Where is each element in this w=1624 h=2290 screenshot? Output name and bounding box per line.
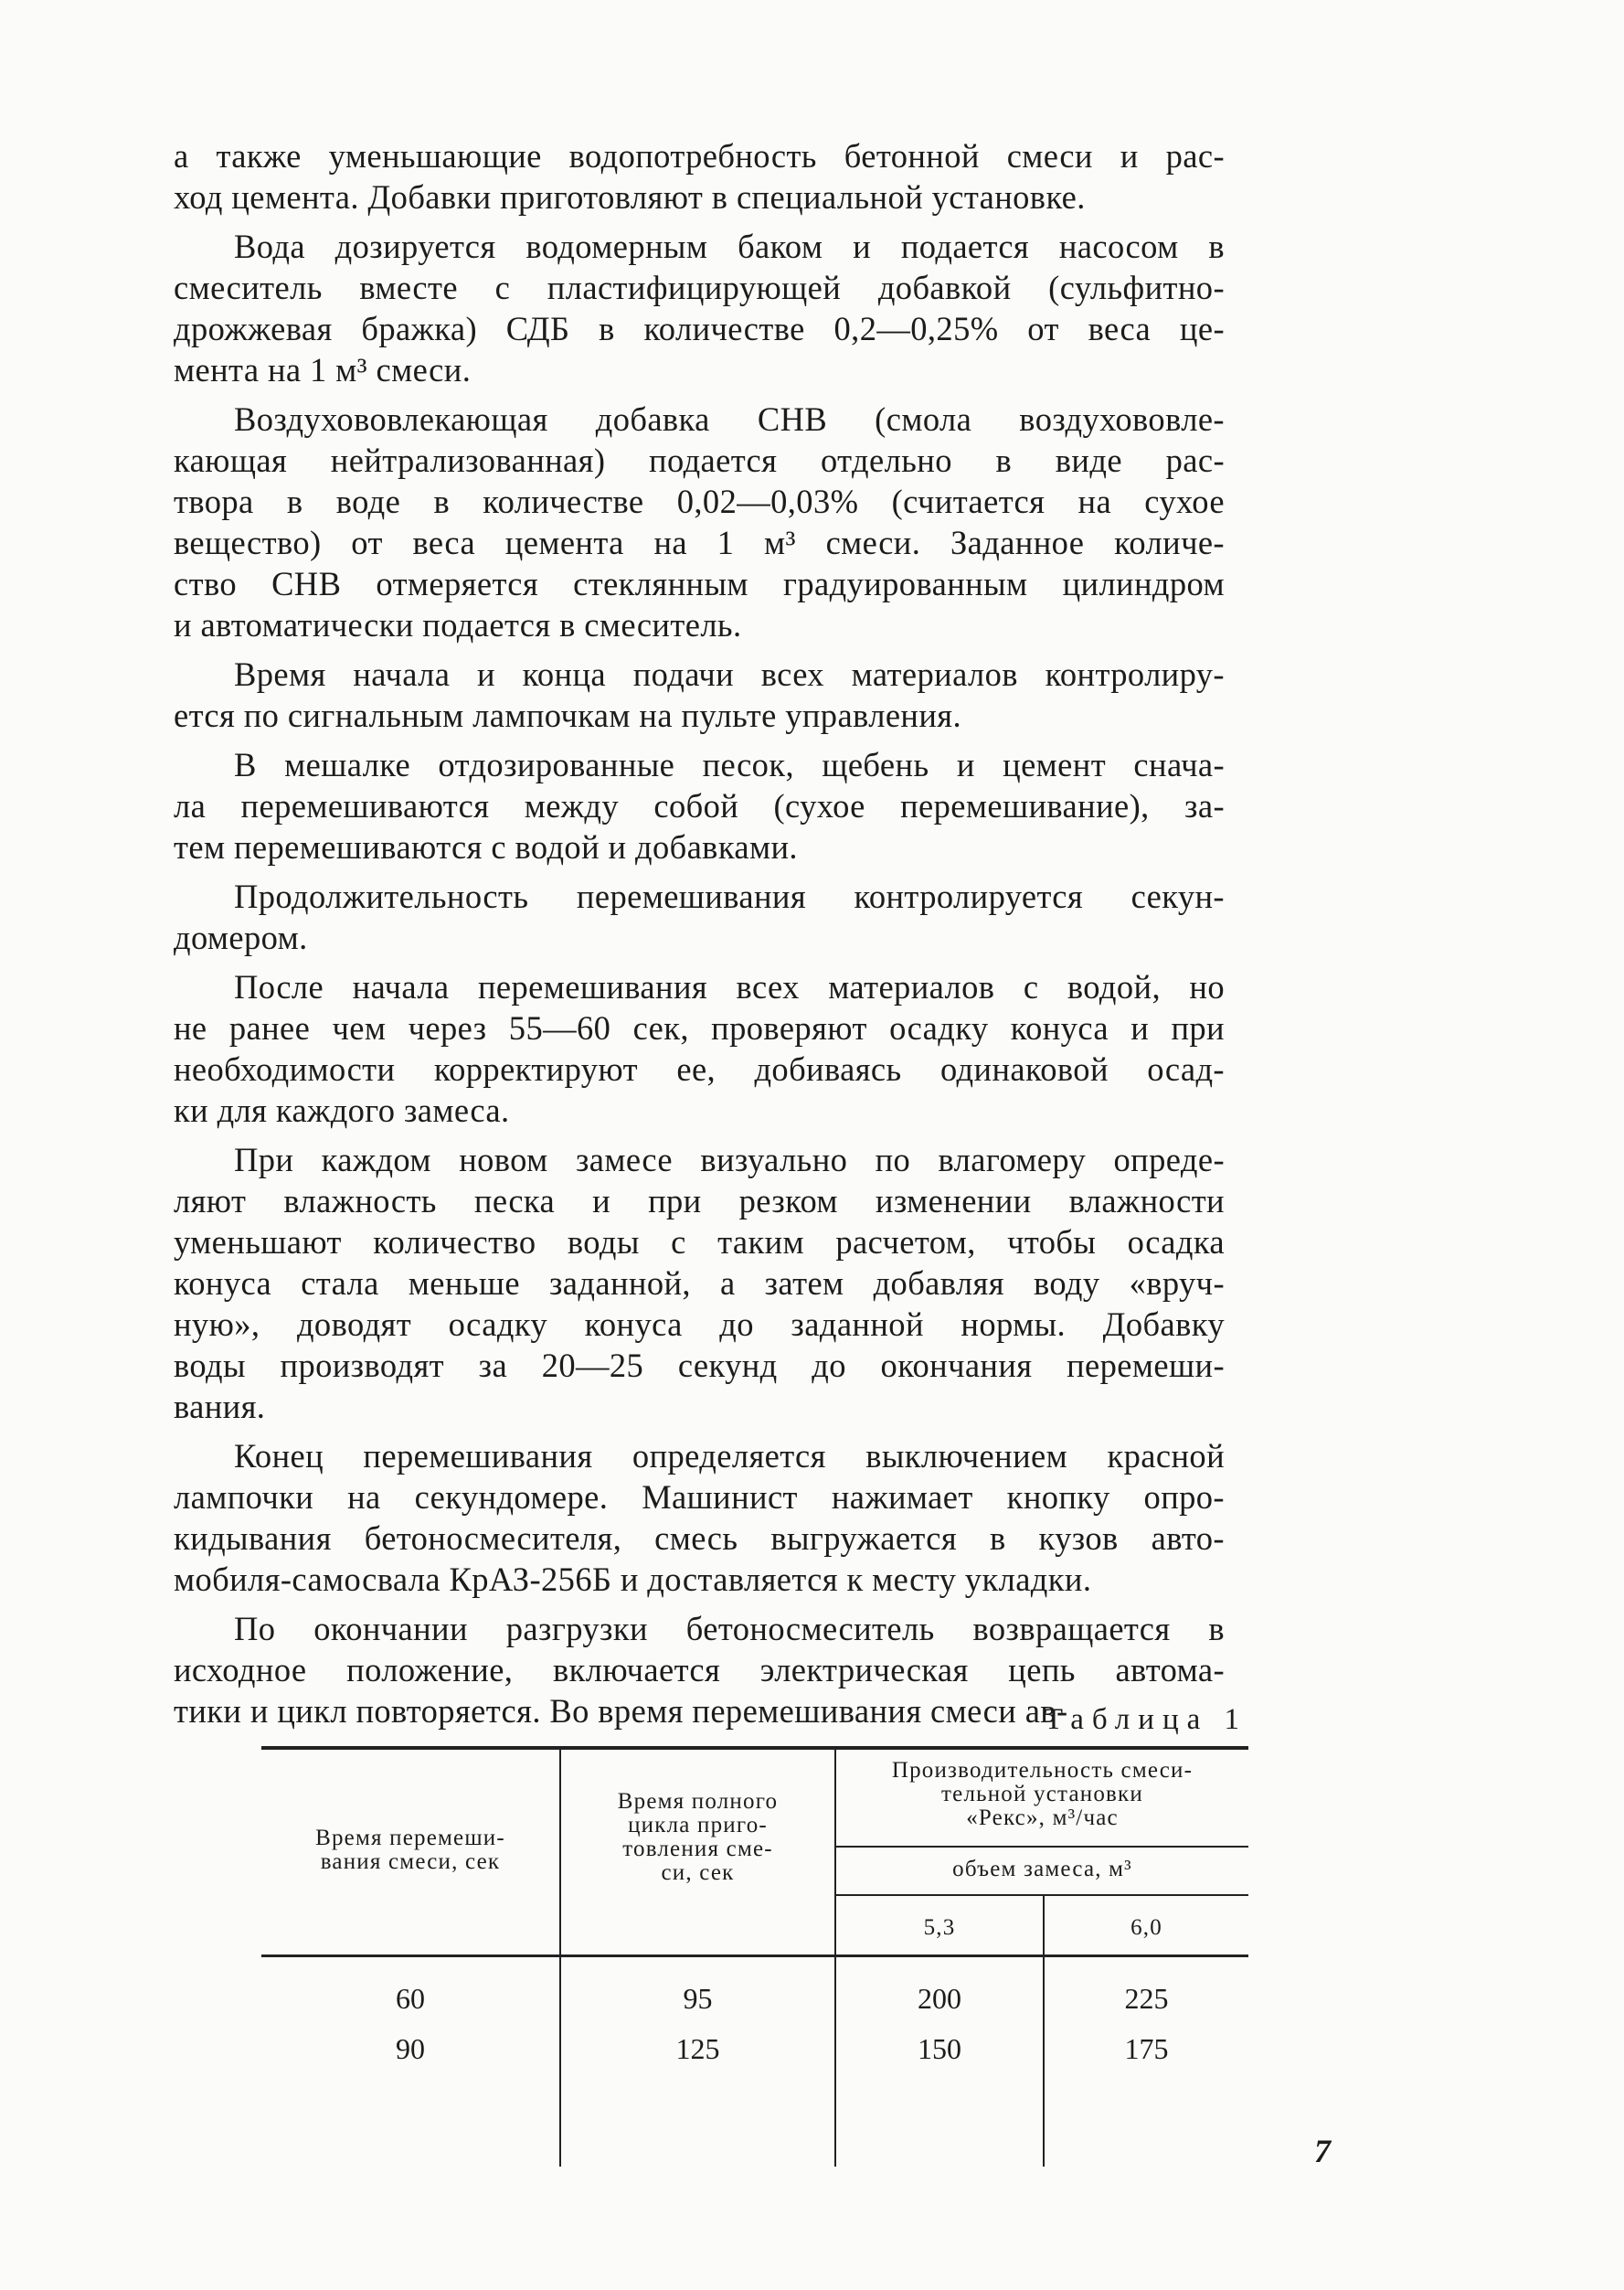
- text-line: ется по сигнальным лампочкам на пульте управления.: [174, 697, 961, 734]
- data-table: [261, 1746, 1248, 2167]
- header-batch-volume: объем замеса, м³: [952, 1857, 1132, 1881]
- text-line: В мешалке отдозированные песок, щебень и цемент снача-: [234, 746, 1225, 783]
- header-volume-6-0: 6,0: [1130, 1915, 1162, 1940]
- text-line: вания.: [174, 1388, 266, 1425]
- text-line: Вода дозируется водомерным баком и подается насосом в: [234, 228, 1225, 265]
- text-line: и автоматически подается в смеситель.: [174, 606, 742, 644]
- text-line: уменьшают количество воды с таким расчетом, чтобы осадка: [174, 1223, 1225, 1261]
- text-line: необходимости корректируют ее, добиваясь одинаковой осад-: [174, 1050, 1225, 1088]
- paragraph: [174, 226, 1225, 390]
- paragraph: [174, 135, 1225, 218]
- text-line: кающая нейтрализованная) подается отдельно в виде рас-: [174, 442, 1225, 479]
- text-line: тем перемешиваются с водой и добавками.: [174, 828, 798, 866]
- table-cell: 175: [1124, 2032, 1169, 2065]
- text-line: смеситель вместе с пластифицирующей добавкой (сульфитно-: [174, 269, 1225, 306]
- text-line: вещество) от веса цемента на 1 м³ смеси. Заданное количе-: [174, 524, 1225, 561]
- paragraph: [174, 966, 1225, 1131]
- text-line: мента на 1 м³ смеси.: [174, 351, 472, 389]
- text-line: а также уменьшающие водопотребность бетонной смеси и рас-: [174, 137, 1225, 175]
- text-line: ла перемешиваются между собой (сухое перемешивание), за-: [174, 787, 1225, 825]
- paragraph: [174, 1139, 1225, 1427]
- text-line: ство СНВ отмеряется стеклянным градуированным цилиндром: [174, 565, 1225, 602]
- text-line: твора в воде в количестве 0,02—0,03% (считается на сухое: [174, 483, 1225, 520]
- header-line: товления сме-: [622, 1837, 773, 1861]
- text-line: Конец перемешивания определяется выключением красной: [234, 1437, 1225, 1475]
- table-cell: 225: [1124, 1982, 1169, 2015]
- text-line: ход цемента. Добавки приготовляют в специальной установке.: [174, 178, 1086, 216]
- table-caption: Таблица 1: [1044, 1703, 1247, 1736]
- table-cell: 60: [396, 1982, 425, 2015]
- header-line: Производительность смеси-: [891, 1758, 1194, 1783]
- table-cell: 200: [918, 1982, 961, 2015]
- text-line: После начала перемешивания всех материалов с водой, но: [234, 968, 1225, 1006]
- text-line: ки для каждого замеса.: [174, 1092, 510, 1129]
- header-line: си, сек: [661, 1860, 735, 1885]
- body-text: [174, 135, 1225, 1740]
- table-top-rule: [261, 1746, 1248, 1750]
- header-line: тельной установки: [941, 1782, 1143, 1806]
- subgroup-rule: [834, 1894, 1248, 1896]
- text-line: Время начала и конца подачи всех материалов контролиру-: [234, 655, 1225, 693]
- text-line: мобиля-самосвала КрАЗ-256Б и доставляется к месту укладки.: [174, 1560, 1092, 1598]
- text-line: Продолжительность перемешивания контролируется секун-: [234, 878, 1225, 915]
- header-cycle-time: [561, 1790, 834, 1885]
- text-line: домером.: [174, 919, 308, 956]
- text-line: ляют влажность песка и при резком изменении влажности: [174, 1182, 1225, 1220]
- header-mixing-time: [261, 1827, 559, 1874]
- paragraph: [174, 744, 1225, 868]
- text-line: При каждом новом замесе визуально по влагомеру опреде-: [234, 1141, 1225, 1178]
- header-volume-5-3: 5,3: [923, 1915, 956, 1940]
- table-cell: 125: [675, 2032, 720, 2065]
- header-productivity: [836, 1759, 1248, 1830]
- header-line: вания смеси, сек: [320, 1849, 501, 1874]
- text-line: дрожжевая бражка) СДБ в количестве 0,2—0,25% от веса це-: [174, 310, 1225, 347]
- paragraph: [174, 399, 1225, 645]
- text-line: кидывания бетоносмесителя, смесь выгружается в кузов авто-: [174, 1519, 1225, 1557]
- paragraph: [174, 654, 1225, 736]
- text-line: конуса стала меньше заданной, а затем добавляя воду «вруч-: [174, 1264, 1225, 1302]
- text-line: воды производят за 20—25 секунд до окончания перемеши-: [174, 1347, 1225, 1384]
- paragraph: [174, 876, 1225, 958]
- text-line: исходное положение, включается электрическая цепь автома-: [174, 1651, 1225, 1688]
- header-line: Время перемеши-: [315, 1826, 505, 1850]
- table-cell: 150: [918, 2032, 961, 2065]
- text-line: лампочки на секундомере. Машинист нажимает кнопку опро-: [174, 1478, 1225, 1516]
- paragraph: [174, 1435, 1225, 1600]
- table-cell: 90: [396, 2032, 425, 2065]
- page-number: 7: [1314, 2133, 1331, 2169]
- header-line: Время полного: [617, 1789, 779, 1814]
- table-cell: 95: [683, 1982, 713, 2015]
- header-bottom-rule: [261, 1954, 1248, 1957]
- header-line: «Рекс», м³/час: [966, 1805, 1119, 1830]
- text-line: По окончании разгрузки бетоносмеситель возвращается в: [234, 1610, 1225, 1647]
- text-line: тики и цикл повторяется. Во время перемешивания смеси ав-: [174, 1692, 1068, 1730]
- text-line: Воздухововлекающая добавка СНВ (смола воздухововле-: [234, 400, 1225, 438]
- text-line: не ранее чем через 55—60 сек, проверяют осадку конуса и при: [174, 1009, 1225, 1047]
- text-line: ную», доводят осадку конуса до заданной нормы. Добавку: [174, 1305, 1225, 1343]
- header-line: цикла приго-: [628, 1813, 768, 1837]
- group-rule: [834, 1846, 1248, 1848]
